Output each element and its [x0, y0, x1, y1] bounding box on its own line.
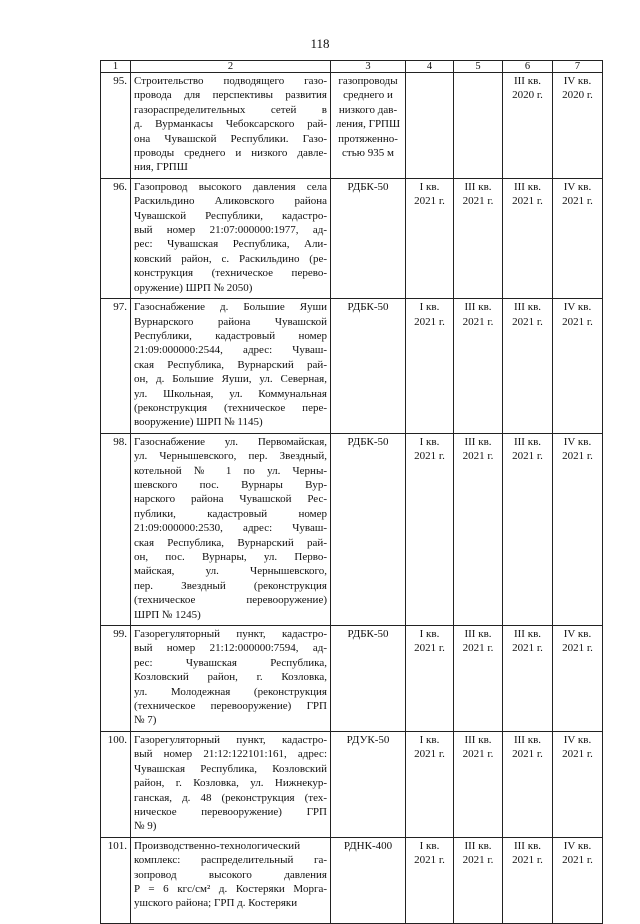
schedule-date-c7: [553, 73, 603, 179]
description-line: д. Вурманкасы Чебоксарского рай-: [134, 118, 327, 131]
object-description: [131, 837, 331, 923]
description-line: котельной № 1 по ул. Черны-: [134, 464, 327, 477]
table-row: [101, 73, 603, 179]
column-header: 6: [503, 61, 553, 73]
description-line: вый номер 21:12:000000:7594, ад-: [134, 642, 327, 655]
date-line: 2021 г.: [462, 748, 494, 761]
date-line: I кв.: [419, 301, 440, 314]
schedule-date-c5: [454, 433, 503, 625]
schedule-date-c4: [406, 626, 454, 732]
schedule-date-c4: [406, 73, 454, 179]
description-line: Чувашской Республики, кадастро-: [134, 209, 327, 222]
table-row: [101, 299, 603, 434]
date-line: III кв.: [513, 733, 542, 746]
date-line: III кв.: [513, 628, 542, 641]
description-line: рес: Чувашская Республика,: [134, 656, 327, 669]
date-line: IV кв.: [563, 75, 592, 87]
description-line: ШРП № 1245): [134, 608, 201, 621]
date-line: 2021 г.: [414, 450, 445, 463]
description-line: он, д. Большие Яуши, ул. Северная,: [134, 373, 327, 386]
date-line: III кв.: [464, 733, 492, 746]
date-line: I кв.: [419, 180, 440, 193]
equipment-spec: [331, 73, 406, 179]
description-line: конструкция (техническое перево-: [134, 267, 327, 280]
spec-line: РДНК-400: [343, 839, 393, 852]
date-line: I кв.: [419, 733, 440, 746]
spec-line: РДБК-50: [347, 180, 389, 193]
description-line: пер. Звездный (реконструкция: [134, 579, 327, 592]
description-line: ния, ГРПШ: [134, 161, 188, 174]
description-line: Вурнарского района Чувашской: [134, 315, 327, 328]
schedule-date-c5: [454, 837, 503, 923]
object-description: [131, 731, 331, 837]
schedule-date-c7: [553, 299, 603, 434]
object-description: [131, 73, 331, 179]
spec-line: среднего и: [343, 89, 393, 102]
schedule-date-c4: [406, 837, 454, 923]
date-line: III кв.: [513, 180, 542, 193]
description-line: ганская, д. 48 (реконструкция (тех-: [134, 791, 327, 804]
date-line: 2021 г.: [414, 315, 445, 328]
description-line: майская, ул. Чернышевского,: [134, 565, 327, 578]
description-line: 21:09:000000:2530, адрес: Чуваш-: [134, 522, 327, 535]
schedule-date-c4: [406, 433, 454, 625]
date-line: III кв.: [464, 301, 492, 314]
description-line: он, пос. Вурнары, ул. Перво-: [134, 551, 327, 563]
description-line: газораспределительных сетей в: [134, 103, 327, 116]
schedule-date-c7: [553, 837, 603, 923]
description-line: оружение) ШРП № 2050): [134, 281, 253, 294]
description-line: зопровод высокого давления: [134, 868, 327, 881]
date-line: 2021 г.: [562, 195, 593, 208]
description-line: ул. Молодежная (реконструкция: [134, 685, 327, 698]
date-line: 2021 г.: [414, 854, 445, 867]
date-line: IV кв.: [563, 628, 592, 641]
date-line: III кв.: [464, 435, 492, 448]
spec-line: ления, ГРПШ: [335, 118, 401, 131]
date-line: III кв.: [464, 839, 492, 852]
schedule-date-c7: [553, 626, 603, 732]
date-line: 2021 г.: [414, 748, 445, 761]
description-line: Чувашская Республика, Козловский: [134, 762, 327, 775]
column-header: 4: [406, 61, 454, 73]
table-row: [101, 178, 603, 298]
description-line: (техническое перевооружение) ГРП: [134, 700, 327, 713]
schedule-date-c4: [406, 178, 454, 298]
equipment-spec: [331, 178, 406, 298]
date-line: I кв.: [419, 628, 440, 641]
row-number: 99.: [101, 626, 131, 732]
description-line: нарского района Чувашской Рес-: [134, 493, 327, 506]
description-line: (техническое перевооружение): [134, 594, 327, 607]
date-line: III кв.: [513, 75, 542, 87]
description-line: P = 6 кгс/см² д. Костеряки Морга-: [134, 882, 327, 895]
schedule-date-c5: [454, 626, 503, 732]
description-line: Строительство подводящего газо-: [134, 75, 327, 87]
column-header: 5: [454, 61, 503, 73]
description-line: № 9): [134, 820, 157, 833]
description-line: район, г. Козловка, ул. Нижнекур-: [134, 777, 327, 790]
description-line: Козловский район, г. Козловка,: [134, 671, 327, 684]
schedule-date-c5: [454, 731, 503, 837]
description-line: ская Республика, Вурнарский рай-: [134, 536, 327, 549]
equipment-spec: [331, 433, 406, 625]
date-line: 2021 г.: [562, 748, 593, 761]
description-line: Газоснабжение д. Большие Яуши: [134, 301, 327, 314]
date-line: 2021 г.: [512, 748, 543, 761]
description-line: вый номер 21:12:122101:161, адрес:: [134, 748, 327, 761]
description-line: ская Республика, Вурнарский рай-: [134, 358, 327, 371]
schedule-date-c5: [454, 299, 503, 434]
row-number: 97.: [101, 299, 131, 434]
description-line: (реконструкция (техническое пере-: [134, 401, 327, 414]
equipment-spec: [331, 626, 406, 732]
description-line: Газоснабжение ул. Первомайская,: [134, 435, 327, 448]
description-line: ул. Школьная, ул. Коммунальная: [134, 387, 327, 400]
schedule-date-c6: [503, 626, 553, 732]
date-line: 2021 г.: [414, 195, 445, 208]
date-line: 2021 г.: [414, 642, 445, 655]
schedule-date-c6: [503, 73, 553, 179]
date-line: 2021 г.: [512, 195, 543, 208]
description-line: рес: Чувашская Республика, Али-: [134, 238, 327, 251]
schedule-date-c7: [553, 433, 603, 625]
date-line: 2021 г.: [512, 642, 543, 655]
row-number: 96.: [101, 178, 131, 298]
table-row: [101, 731, 603, 837]
page-number: 118: [310, 36, 330, 51]
equipment-spec: [331, 299, 406, 434]
spec-line: РДУК-50: [346, 733, 390, 746]
spec-line: низкого дав-: [338, 103, 398, 116]
schedule-date-c7: [553, 178, 603, 298]
object-description: [131, 626, 331, 732]
description-line: вооружение) ШРП № 1145): [134, 416, 263, 429]
date-line: IV кв.: [563, 301, 592, 314]
date-line: 2020 г.: [562, 89, 593, 102]
object-description: [131, 178, 331, 298]
description-line: Республики, кадастровый номер: [134, 329, 327, 342]
table-row: [101, 433, 603, 625]
date-line: 2021 г.: [562, 315, 593, 328]
schedule-date-c5: [454, 73, 503, 179]
schedule-date-c7: [553, 731, 603, 837]
date-line: 2021 г.: [462, 450, 494, 463]
description-line: Раскильдино Аликовского района: [134, 195, 327, 208]
date-line: 2020 г.: [512, 89, 543, 102]
schedule-date-c6: [503, 837, 553, 923]
schedule-date-c6: [503, 299, 553, 434]
object-description: [131, 299, 331, 434]
column-header: 7: [553, 61, 603, 73]
table-row: [101, 626, 603, 732]
date-line: 2021 г.: [462, 315, 494, 328]
description-line: публики, кадастровый номер: [134, 507, 327, 520]
description-line: вый номер 21:07:000000:1977, ад-: [134, 224, 327, 237]
equipment-spec: [331, 731, 406, 837]
schedule-date-c5: [454, 178, 503, 298]
description-line: Производственно-технологический: [134, 839, 301, 852]
description-line: провода для перспективы развития: [134, 89, 327, 102]
schedule-date-c6: [503, 178, 553, 298]
schedule-date-c4: [406, 299, 454, 434]
date-line: 2021 г.: [462, 195, 494, 208]
description-line: ушского района; ГРП д. Костеряки: [134, 897, 298, 910]
date-line: III кв.: [513, 301, 542, 314]
date-line: IV кв.: [563, 180, 592, 193]
spec-line: РДБК-50: [347, 301, 389, 314]
date-line: III кв.: [513, 839, 542, 852]
row-number: 101.: [101, 837, 131, 923]
schedule-date-c6: [503, 731, 553, 837]
description-line: Газопровод высокого давления села: [134, 180, 327, 193]
table-header-row: [101, 61, 603, 73]
date-line: 2021 г.: [512, 450, 543, 463]
spec-line: газопроводы: [338, 75, 398, 87]
table-body: [101, 73, 603, 924]
description-line: ул. Чернышевского, пер. Звездный,: [134, 450, 327, 463]
date-line: III кв.: [464, 628, 492, 641]
spec-line: РДБК-50: [347, 628, 389, 641]
date-line: 2021 г.: [562, 854, 593, 867]
column-header: 2: [131, 61, 331, 73]
date-line: IV кв.: [563, 839, 592, 852]
description-line: Газорегуляторный пункт, кадастро-: [134, 628, 327, 641]
date-line: I кв.: [419, 839, 440, 852]
row-number: 98.: [101, 433, 131, 625]
description-line: она Чувашской Республики. Газо-: [134, 132, 327, 145]
date-line: 2021 г.: [512, 315, 543, 328]
schedule-date-c4: [406, 731, 454, 837]
row-number: 95.: [101, 73, 131, 179]
date-line: III кв.: [464, 180, 492, 193]
schedule-table: [100, 60, 603, 924]
date-line: 2021 г.: [512, 854, 543, 867]
description-line: комплекс: распределительный га-: [134, 854, 327, 867]
date-line: I кв.: [419, 435, 440, 448]
date-line: IV кв.: [563, 435, 592, 448]
table-row: [101, 837, 603, 923]
object-description: [131, 433, 331, 625]
description-line: ническое перевооружение) ГРП: [134, 805, 327, 818]
description-line: шевского пос. Вурнары Вур-: [134, 478, 327, 491]
date-line: 2021 г.: [462, 854, 494, 867]
spec-line: РДБК-50: [347, 435, 389, 448]
date-line: 2021 г.: [462, 642, 494, 655]
date-line: IV кв.: [563, 733, 592, 746]
column-header: 1: [101, 61, 131, 73]
description-line: Газорегуляторный пункт, кадастро-: [134, 733, 327, 746]
description-line: № 7): [134, 714, 157, 727]
spec-line: протяженно-: [338, 132, 398, 145]
column-header: 3: [331, 61, 406, 73]
description-line: проводы среднего и низкого давле-: [134, 147, 327, 160]
date-line: III кв.: [513, 435, 542, 448]
spec-line: стью 935 м: [342, 147, 394, 160]
schedule-date-c6: [503, 433, 553, 625]
equipment-spec: [331, 837, 406, 923]
date-line: 2021 г.: [562, 642, 593, 655]
row-number: 100.: [101, 731, 131, 837]
description-line: ковский район, с. Раскильдино (ре-: [134, 252, 327, 265]
date-line: 2021 г.: [562, 450, 593, 463]
description-line: 21:09:000000:2544, адрес: Чуваш-: [134, 344, 327, 357]
